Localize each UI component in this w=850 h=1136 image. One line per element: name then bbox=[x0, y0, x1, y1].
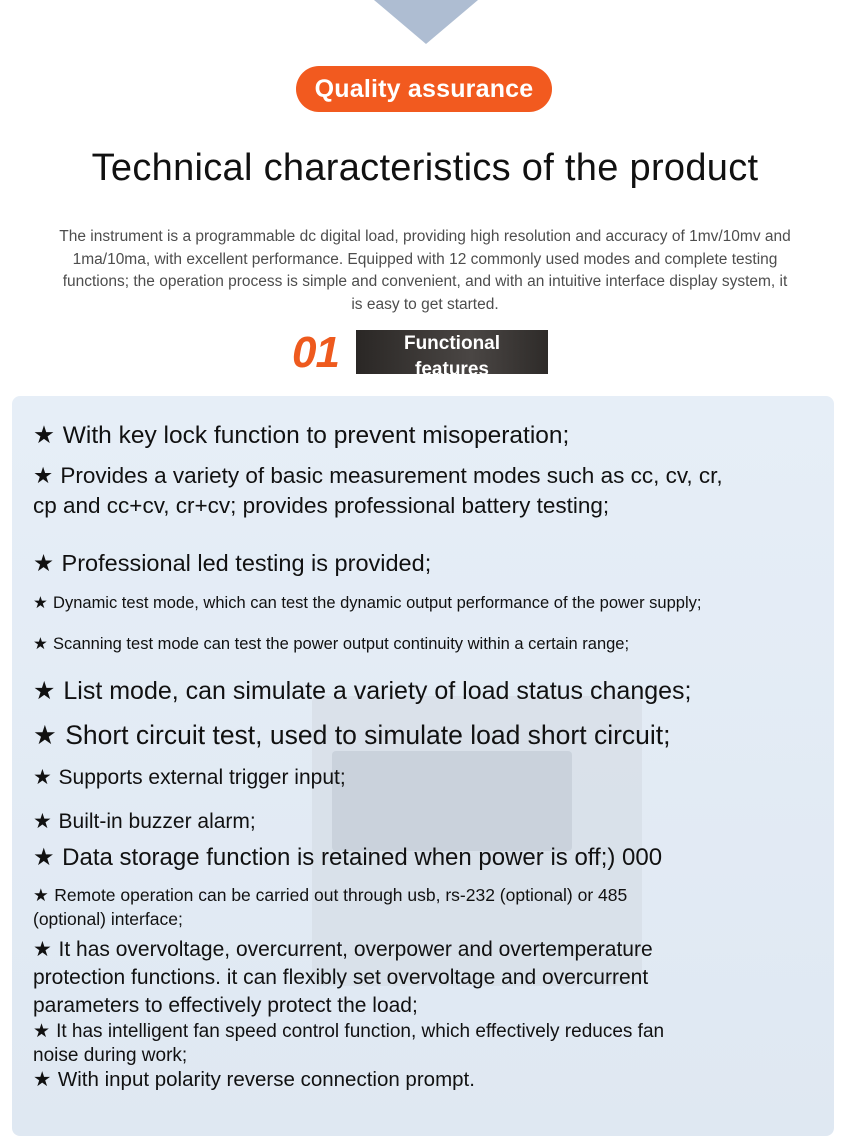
feature-item bbox=[33, 461, 833, 521]
star-icon: ★ bbox=[33, 676, 64, 705]
feature-item bbox=[33, 1019, 833, 1068]
section-label-line: features bbox=[415, 359, 489, 374]
top-arrow-triangle bbox=[374, 0, 478, 44]
feature-line: protection functions. it can flexibly set overvoltage and overcurrent bbox=[33, 966, 649, 989]
feature-line: (optional) interface; bbox=[33, 909, 183, 929]
star-icon: ★ bbox=[33, 593, 54, 612]
feature-item bbox=[33, 935, 833, 1020]
feature-item bbox=[33, 842, 833, 873]
intro-line: functions; the operation process is simple and convenient, and with an intuitive interface display system, it bbox=[62, 273, 788, 290]
feature-line: ★ Short circuit test, used to simulate load short circuit; bbox=[33, 720, 671, 751]
star-icon: ★ bbox=[33, 420, 63, 449]
section-label bbox=[356, 330, 548, 374]
page-title: Technical characteristics of the product bbox=[91, 147, 759, 189]
feature-line: ★ Professional led testing is provided; bbox=[33, 549, 432, 577]
star-icon: ★ bbox=[33, 886, 55, 906]
feature-line: cp and cc+cv, cr+cv; provides professional battery testing; bbox=[33, 493, 610, 518]
star-icon: ★ bbox=[33, 937, 59, 961]
star-icon: ★ bbox=[33, 463, 61, 489]
feature-item bbox=[33, 884, 833, 931]
feature-line: ★ With key lock function to prevent misoperation; bbox=[33, 420, 570, 449]
star-icon: ★ bbox=[33, 1020, 57, 1042]
feature-line: parameters to effectively protect the load; bbox=[33, 994, 418, 1017]
feature-item bbox=[33, 548, 833, 578]
feature-line: ★ It has overvoltage, overcurrent, overpower and overtemperature bbox=[33, 937, 653, 961]
feature-line: ★ Built-in buzzer alarm; bbox=[33, 809, 256, 833]
feature-line: ★ With input polarity reverse connection prompt. bbox=[33, 1067, 475, 1091]
star-icon: ★ bbox=[33, 1067, 58, 1091]
feature-line: ★ Scanning test mode can test the power output continuity within a certain range; bbox=[33, 634, 630, 653]
section-label-line: Functional bbox=[403, 333, 501, 354]
intro-line: is easy to get started. bbox=[351, 295, 499, 313]
star-icon: ★ bbox=[33, 549, 62, 577]
star-icon: ★ bbox=[33, 809, 59, 833]
feature-line: ★ Provides a variety of basic measurement modes such as cc, cv, cr, bbox=[33, 463, 723, 489]
quality-assurance-badge: Quality assurance bbox=[296, 66, 552, 112]
star-icon: ★ bbox=[33, 634, 54, 653]
section-number: 01 bbox=[292, 328, 339, 377]
intro-line: 1ma/10ma, with excellent performance. Equipped with 12 commonly used modes and complete testing bbox=[72, 250, 778, 268]
star-icon: ★ bbox=[33, 765, 59, 789]
intro-paragraph bbox=[12, 226, 838, 316]
feature-line: ★ Data storage function is retained when power is off;) 000 bbox=[33, 843, 663, 871]
intro-line: The instrument is a programmable dc digital load, providing high resolution and accuracy of 1mv/10mv and bbox=[59, 228, 791, 245]
feature-line: ★ Supports external trigger input; bbox=[33, 765, 346, 789]
feature-item bbox=[33, 1066, 833, 1093]
feature-item bbox=[33, 763, 833, 792]
feature-item bbox=[33, 591, 833, 615]
feature-item bbox=[33, 676, 833, 706]
feature-item bbox=[33, 807, 833, 836]
feature-item bbox=[33, 719, 833, 752]
feature-line: ★ Remote operation can be carried out through usb, rs-232 (optional) or 485 bbox=[33, 885, 628, 906]
feature-line: ★ List mode, can simulate a variety of load status changes; bbox=[33, 676, 692, 705]
feature-item bbox=[33, 420, 833, 451]
feature-line: ★ It has intelligent fan speed control function, which effectively reduces fan bbox=[33, 1020, 665, 1042]
feature-item bbox=[33, 632, 833, 656]
star-icon: ★ bbox=[33, 720, 66, 751]
feature-line: ★ Dynamic test mode, which can test the dynamic output performance of the power supply; bbox=[33, 593, 702, 612]
feature-line: noise during work; bbox=[33, 1045, 188, 1066]
star-icon: ★ bbox=[33, 843, 63, 871]
